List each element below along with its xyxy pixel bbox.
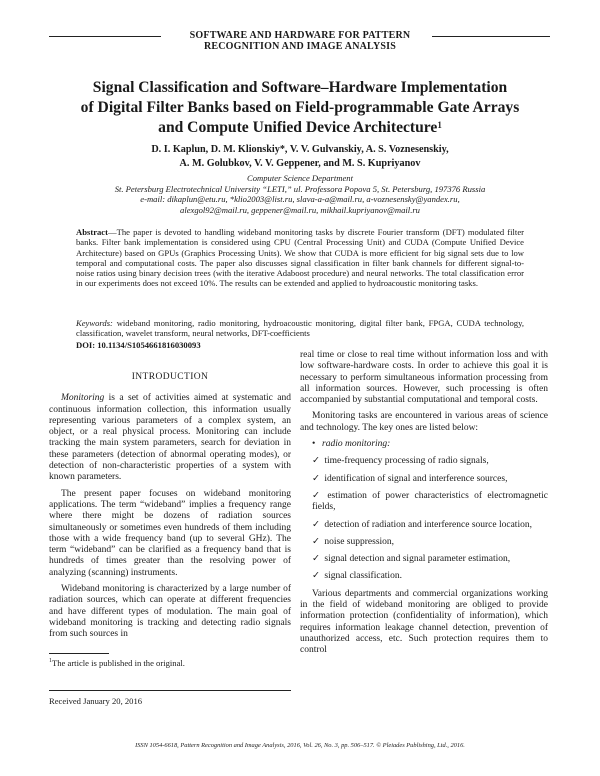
checkmark-icon: ✓ [312,456,320,467]
right-paragraph-3: Various departments and commercial organizations working in the field of wideband monitoring are obliged to provide information protection (confidentiality of information), which requires information leakage channel detection, prevention of unauthorized access, etc. Such protection requires them to control [300,588,548,656]
list-item-text: noise suppression, [324,536,395,547]
left-column [49,372,291,646]
list-item-text: estimation of power characteristics of electromagnetic fields, [312,490,548,513]
received-date: Received January 20, 2016 [49,696,143,706]
journal-footer: ISSN 1054-6618, Pattern Recognition and Image Analysis, 2016, Vol. 26, No. 3, pp. 506–517. © Pleiades Publishing, Ltd., 2016. [135,742,465,749]
authors-line2: A. M. Golubkov, V. V. Geppener, and M. S. Kupriyanov [179,158,421,169]
keywords-label: Keywords: [76,318,113,328]
title-line3-text: and Compute Unified Device Architecture [158,119,438,136]
section-heading-introduction: INTRODUCTION [131,372,209,382]
footnote [49,658,185,668]
list-item [300,520,548,531]
footnote-text: The article is published in the original. [52,658,185,668]
journal-section-header [0,30,600,52]
checkmark-icon: ✓ [312,490,320,501]
paper-title [40,78,560,138]
bullet-icon: • [312,439,316,450]
title-line2: of Digital Filter Banks based on Field-programmable Gate Arrays [80,99,520,116]
doi: DOI: 10.1134/S1054661816030093 [76,340,201,350]
list-item-text: detection of radiation and interference source location, [324,519,532,530]
monitoring-task-list [300,439,548,583]
title-line1: Signal Classification and Software–Hardware Implementation [92,79,508,96]
list-item [300,554,548,565]
intro-paragraph-1-text: is a set of activities aimed at systematic and continuous information collection, this information usually representing various parameters of a complex system, an object, or a real physical process. Monitoring can include tracking the main system parameters, search for deviation in these parameters (detection of abnormal operating modes), or detection of non-characteristic properties of a system with known parameters. [49,393,291,483]
intro-paragraph-3: Wideband monitoring is characterized by a large number of radiation sources, which can operate at different frequencies and have different types of modulation. The main goal of wideband monitoring is tracking and detecting radio signals from such sources in [49,584,291,640]
affiliation-department: Computer Science Department [247,173,353,183]
footnote-mark: 1 [49,658,52,665]
intro-term-monitoring: Monitoring [61,393,105,404]
title-line3 [40,118,560,138]
header-rule-right [432,36,550,37]
affiliation [30,173,570,215]
list-item [300,571,548,582]
footnote-rule [49,653,109,654]
abstract [76,227,524,289]
journal-section-line2: RECOGNITION AND IMAGE ANALYSIS [203,41,397,52]
keywords [76,318,524,339]
received-rule [49,690,291,691]
intro-paragraph-1 [49,393,291,483]
list-item-text: signal classification. [324,571,402,582]
checkmark-icon: ✓ [312,554,320,565]
checkmark-icon: ✓ [312,571,320,582]
author-list [40,143,560,171]
abstract-text: —The paper is devoted to handling wideband monitoring tasks by discrete Fourier transform (DFT) modulated filter banks. Filter bank implementation is considered using CPU (Central Processing Unit) and CUDA (Compute Unified Device Architecture) based on GPUs (Graphics Processing Units). We show that CUDA is more efficient for big signal sets due to low temporal and computational costs. The paper also discusses signal classification in filter bank channels for different signal-to-noise ratios using binary decision trees (with the iterative Adaboost procedure) and neural networks. The total classification error in our experiments does not exceed 10%. The results can be extended and applied to hydroacoustic monitoring tasks. [76,227,524,289]
affiliation-emails-1: e-mail: dikaplun@etu.ru, *klio2003@list.ru, slava-a-a@mail.ru, a-voznesensky@yandex.ru, [140,194,460,205]
authors-line1: D. I. Kaplun, D. M. Klionskiy*, V. V. Gulvanskiy, A. S. Voznesenskiy, [151,144,449,155]
list-item [300,456,548,467]
journal-section-line1: SOFTWARE AND HARDWARE FOR PATTERN [189,30,411,41]
right-column [300,350,548,662]
list-bullet-item [300,439,548,450]
checkmark-icon: ✓ [312,519,320,530]
title-footnote-mark: 1 [437,120,442,130]
list-item [300,491,548,514]
list-bullet-text: radio monitoring: [322,439,391,450]
list-item [300,537,548,548]
list-item [300,474,548,485]
affiliation-emails-2: alexgol92@mail.ru, geppener@mail.ru, mikhail.kupriyanov@mail.ru [180,204,420,215]
checkmark-icon: ✓ [312,536,320,547]
affiliation-university: St. Petersburg Electrotechnical University “LETI,” ul. Professora Popova 5, St. Petersburg, 197376 Russia [114,183,486,194]
header-rule-left [49,36,161,37]
list-item-text: time-frequency processing of radio signals, [324,456,489,467]
list-item-text: identification of signal and interference sources, [324,473,508,484]
right-paragraph-1: real time or close to real time without information loss and with low software-hardware costs. In order to achieve this goal it is necessary to perform simultaneous information processing from all information sources. However, such processing is often accompanied by substantial computational and temporal costs. [300,350,548,406]
keywords-text: wideband monitoring, radio monitoring, hydroacoustic monitoring, digital filter bank, FPGA, CUDA technology, classification, wavelet transform, neural networks, DFT-coefficients [76,318,524,339]
list-item-text: signal detection and signal parameter estimation, [324,554,511,565]
intro-paragraph-2: The present paper focuses on wideband monitoring applications. The term “wideband” implies a frequency range where there might be dozens of radiation sources simultaneously or sometimes even hundreds of them including those with a wide frequency band (up to several GHz). The term “wideband” can be clarified as a frequency band that is hundreds of times greater than the resolving power of analyzing (scanning) instruments. [49,488,291,578]
right-paragraph-2: Monitoring tasks are encountered in various areas of science and technology. The key ones are listed below: [300,411,548,433]
abstract-label: Abstract [76,227,108,237]
checkmark-icon: ✓ [312,473,320,484]
